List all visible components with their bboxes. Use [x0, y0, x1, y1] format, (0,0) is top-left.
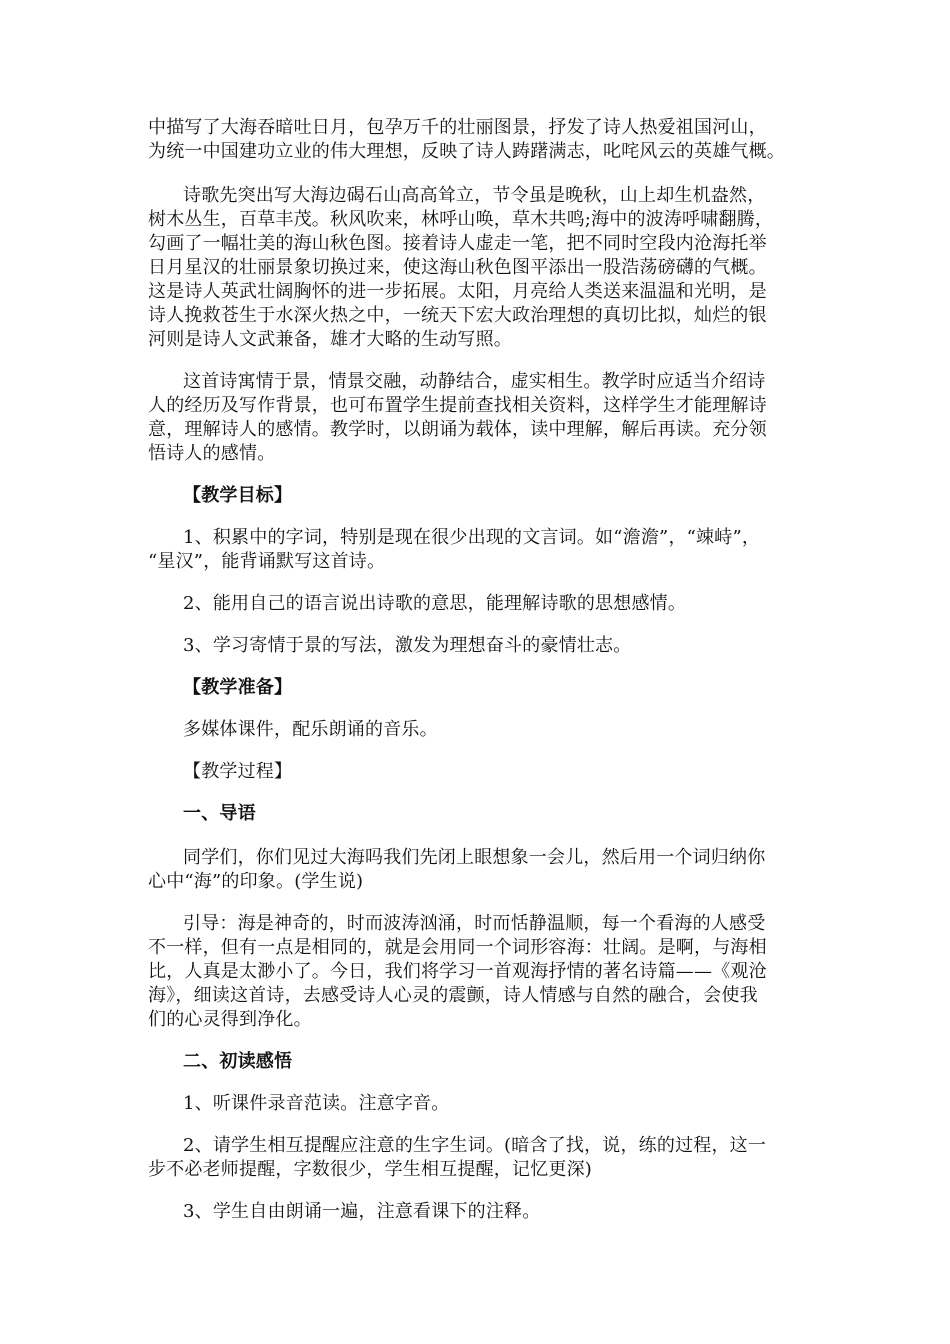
paragraph-line: 这首诗寓情于景，情景交融，动静结合，虚实相生。教学时应适当介绍诗 [183, 371, 766, 392]
subheading-first-reading: 二、初读感悟 [183, 1051, 293, 1072]
text-line: 诗人挽救苍生于水深火热之中，一统天下宏大政治理想的真切比拟，灿烂的银 [148, 305, 767, 326]
paragraph-line: 2、请学生相互提醒应注意的生字生词。(暗含了找，说，练的过程，这一 [183, 1135, 767, 1156]
paragraph-line: 多媒体课件，配乐朗诵的音乐。 [183, 719, 438, 740]
paragraph-line: 2、能用自己的语言说出诗歌的意思，能理解诗歌的思想感情。 [183, 593, 687, 614]
text-line: 们的心灵得到净化。 [148, 1009, 312, 1030]
paragraph-line: 同学们，你们见过大海吗我们先闭上眼想象一会儿，然后用一个词归纳你 [183, 847, 766, 868]
section-heading-teaching-goals: 【教学目标】 [183, 485, 293, 506]
paragraph-line: 3、学生自由朗诵一遍，注意看课下的注释。 [183, 1201, 541, 1222]
text-line: 为统一中国建功立业的伟大理想，反映了诗人踌躇满志，叱咤风云的英雄气概。 [148, 141, 785, 162]
text-line: 日月星汉的壮丽景象切换过来，使这海山秋色图平添出一股浩荡磅礴的气概。 [148, 257, 767, 278]
text-line: 心中“海”的印象。(学生说) [148, 871, 364, 892]
text-line: 不一样，但有一点是相同的，就是会用同一个词形容海：壮阔。是啊，与海相 [148, 937, 767, 958]
section-heading-teaching-process: 【教学过程】 [183, 761, 293, 782]
text-line: 勾画了一幅壮美的海山秋色图。接着诗人虚走一笔，把不同时空段内沧海托举 [148, 233, 767, 254]
paragraph-line: 诗歌先突出写大海边碣石山高高耸立，节令虽是晚秋，山上却生机盎然， [183, 185, 766, 206]
paragraph-line: 1、积累中的字词，特别是现在很少出现的文言词。如“澹澹”，“竦峙”， [183, 527, 761, 548]
text-line: 这是诗人英武壮阔胸怀的进一步拓展。太阳，月亮给人类送来温温和光明，是 [148, 281, 767, 302]
text-line: 树木丛生，百草丰茂。秋风吹来，林呼山唤，草木共鸣;海中的波涛呼啸翻腾， [148, 209, 774, 230]
text-line: “星汉”，能背诵默写这首诗。 [148, 551, 386, 572]
text-line: 中描写了大海吞暗吐日月，包孕万千的壮丽图景，抒发了诗人热爱祖国河山， [148, 117, 767, 138]
text-line: 步不必老师提醒，字数很少，学生相互提醒，记忆更深) [148, 1159, 593, 1180]
paragraph-line: 3、学习寄情于景的写法，激发为理想奋斗的豪情壮志。 [183, 635, 632, 656]
text-line: 意，理解诗人的感情。教学时，以朗诵为载体，读中理解，解后再读。充分领 [148, 419, 767, 440]
text-line: 悟诗人的感情。 [148, 443, 276, 464]
text-line: 河则是诗人文武兼备，雄才大略的生动写照。 [148, 329, 512, 350]
text-line: 比，人真是太渺小了。今日，我们将学习一首观海抒情的著名诗篇——《观沧 [148, 961, 767, 982]
text-line: 海》，细读这首诗，去感受诗人心灵的震颤，诗人情感与自然的融合，会使我 [148, 985, 758, 1006]
subheading-intro: 一、导语 [183, 803, 256, 824]
paragraph-line: 引导：海是神奇的，时而波涛汹涌，时而恬静温顺，每一个看海的人感受 [183, 913, 766, 934]
section-heading-teaching-prep: 【教学准备】 [183, 677, 293, 698]
paragraph-line: 1、听课件录音范读。注意字音。 [183, 1093, 450, 1114]
text-line: 人的经历及写作背景，也可布置学生提前查找相关资料，这样学生才能理解诗 [148, 395, 767, 416]
